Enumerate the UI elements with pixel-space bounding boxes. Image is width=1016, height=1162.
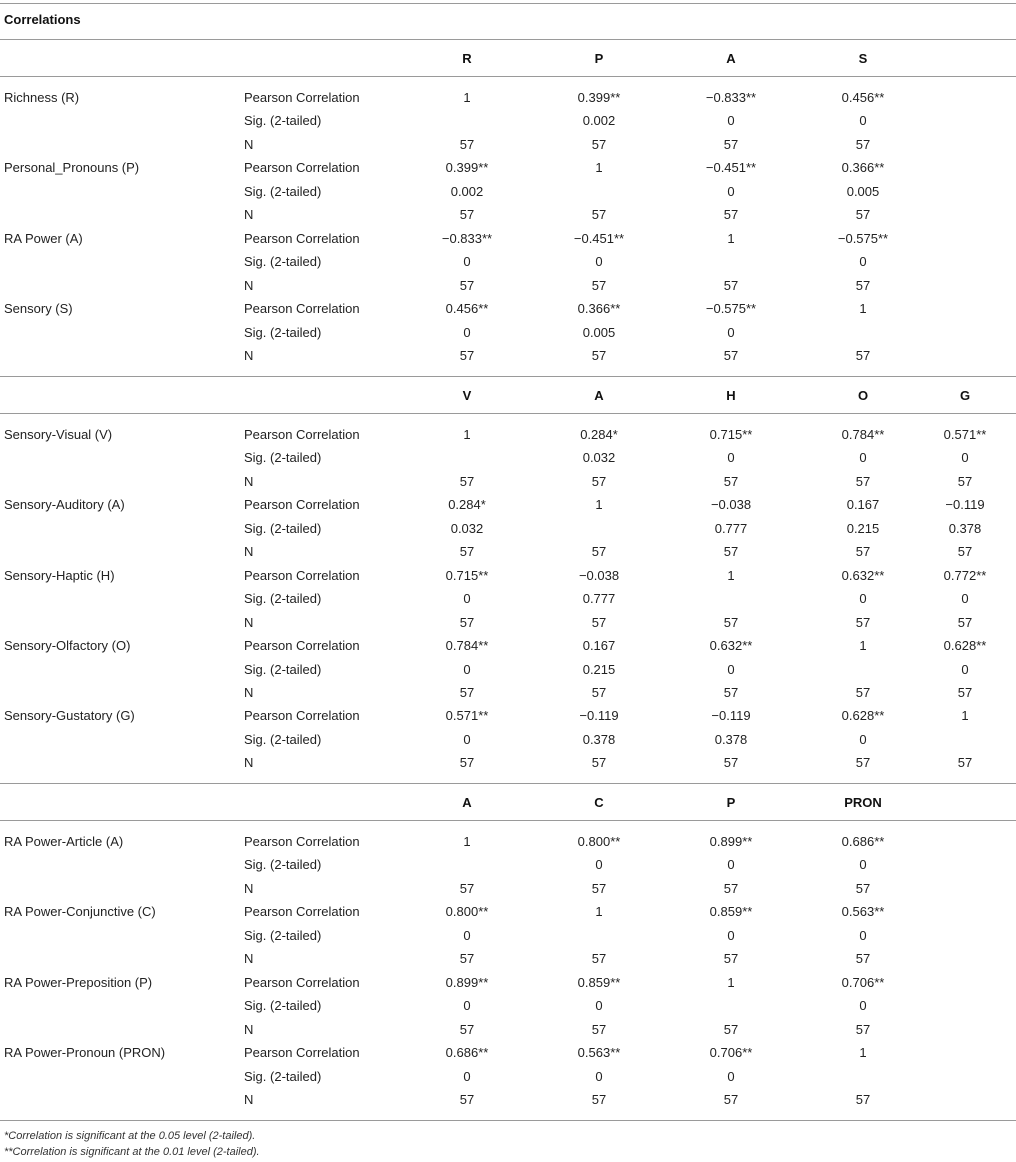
value-cell: 0.628** <box>841 708 885 724</box>
value-cell: 0.686** <box>841 834 885 849</box>
value-cell: 0 <box>859 857 867 873</box>
value-cell: −0.038 <box>578 567 620 583</box>
value-cell: 57 <box>591 684 607 700</box>
value-cell: 0 <box>463 254 471 270</box>
value-cell: 57 <box>723 755 739 771</box>
value-cell: 57 <box>957 614 973 630</box>
value-cell: 0.563** <box>577 1045 621 1061</box>
table-row <box>0 704 1016 727</box>
value-cell: 0.800** <box>445 904 489 920</box>
value-cell: 0 <box>859 450 867 466</box>
statistic-label: N <box>244 684 254 700</box>
column-header: A <box>726 51 736 66</box>
statistic-label: Pearson Correlation <box>244 1045 360 1061</box>
column-header: V <box>462 388 472 403</box>
value-cell: 1 <box>859 638 867 654</box>
value-cell: 0.899** <box>709 834 753 849</box>
column-header: G <box>959 388 971 403</box>
variable-label: RA Power-Preposition (P) <box>4 974 153 990</box>
variable-label: RA Power-Pronoun (PRON) <box>4 1045 166 1061</box>
table-row <box>0 924 1016 947</box>
value-cell: 57 <box>855 277 871 293</box>
footnote-double-star: **Correlation is significant at the 0.01 level (2-tailed). <box>4 1146 260 1158</box>
table-row <box>0 517 1016 540</box>
value-cell: 1 <box>859 1045 867 1061</box>
value-cell: 57 <box>723 684 739 700</box>
table-row <box>0 227 1016 250</box>
statistic-label: N <box>244 277 254 293</box>
statistic-label: Pearson Correlation <box>244 90 360 105</box>
value-cell: 0 <box>859 927 867 943</box>
value-cell: 57 <box>591 1091 607 1107</box>
value-cell: 0 <box>727 661 735 677</box>
value-cell: 57 <box>723 544 739 560</box>
value-cell: 57 <box>855 347 871 363</box>
value-cell: 1 <box>961 708 969 724</box>
table-row <box>0 156 1016 179</box>
column-header: S <box>858 51 868 66</box>
value-cell: 57 <box>591 136 607 152</box>
value-cell: 1 <box>727 974 735 990</box>
table-row <box>0 180 1016 203</box>
value-cell: 0 <box>463 1068 471 1084</box>
table-row <box>0 947 1016 970</box>
statistic-label: N <box>244 544 254 560</box>
value-cell: 0.899** <box>445 974 489 990</box>
statistic-label: Pearson Correlation <box>244 904 360 920</box>
value-cell: 57 <box>957 473 973 489</box>
value-cell: 57 <box>591 880 607 896</box>
value-cell: 0.456** <box>445 301 489 317</box>
value-cell: 0 <box>727 113 735 129</box>
table-row <box>0 658 1016 681</box>
value-cell: 57 <box>591 473 607 489</box>
value-cell: 57 <box>459 684 475 700</box>
section-rule <box>0 376 1016 377</box>
value-cell: 57 <box>855 207 871 223</box>
value-cell: 0.563** <box>841 904 885 920</box>
column-header: R <box>462 51 472 66</box>
statistic-label: N <box>244 755 254 771</box>
table-row <box>0 423 1016 446</box>
statistic-label: Sig. (2-tailed) <box>244 857 322 873</box>
value-cell: 57 <box>723 951 739 967</box>
value-cell: 57 <box>459 1021 475 1037</box>
value-cell: 0.002 <box>450 183 484 199</box>
value-cell: −0.119 <box>711 708 751 724</box>
value-cell: 57 <box>591 544 607 560</box>
value-cell: 57 <box>591 207 607 223</box>
value-cell: −0.833** <box>705 90 757 105</box>
value-cell: 57 <box>459 347 475 363</box>
statistic-label: Sig. (2-tailed) <box>244 731 322 747</box>
statistic-label: Pearson Correlation <box>244 427 360 442</box>
value-cell: −0.833** <box>441 230 493 246</box>
value-cell: 0 <box>727 857 735 873</box>
table-row <box>0 728 1016 751</box>
value-cell: 57 <box>459 277 475 293</box>
value-cell: 0.859** <box>577 974 621 990</box>
table-row <box>0 493 1016 516</box>
value-cell: 57 <box>591 1021 607 1037</box>
value-cell: 57 <box>459 880 475 896</box>
value-cell: 57 <box>855 880 871 896</box>
header-row <box>0 47 1016 70</box>
statistic-label: Pearson Correlation <box>244 567 360 583</box>
value-cell: −0.119 <box>945 497 985 513</box>
value-cell: 0.215 <box>846 520 880 536</box>
table-row <box>0 321 1016 344</box>
column-header: C <box>594 795 604 810</box>
header-row <box>0 384 1016 407</box>
statistic-label: Pearson Correlation <box>244 974 360 990</box>
value-cell: 0.715** <box>709 427 753 442</box>
statistic-label: Sig. (2-tailed) <box>244 1068 322 1084</box>
value-cell: 1 <box>859 301 867 317</box>
value-cell: 0.571** <box>943 427 987 442</box>
value-cell: 1 <box>463 90 471 105</box>
statistic-label: Pearson Correlation <box>244 160 360 176</box>
value-cell: −0.575** <box>837 230 889 246</box>
statistic-label: N <box>244 347 254 363</box>
value-cell: 1 <box>595 160 603 176</box>
value-cell: 0.167 <box>582 638 616 654</box>
value-cell: 57 <box>459 755 475 771</box>
header-rule <box>0 413 1016 414</box>
value-cell: 0 <box>595 857 603 873</box>
value-cell: 0 <box>727 1068 735 1084</box>
bottom-rule <box>0 1120 1016 1121</box>
value-cell: 57 <box>723 207 739 223</box>
value-cell: 0.784** <box>445 638 489 654</box>
value-cell: −0.451** <box>705 160 757 176</box>
value-cell: −0.575** <box>705 301 757 317</box>
value-cell: 0.571** <box>445 708 489 724</box>
table-row <box>0 274 1016 297</box>
value-cell: 0 <box>463 661 471 677</box>
statistic-label: Sig. (2-tailed) <box>244 998 322 1014</box>
value-cell: 0 <box>463 324 471 340</box>
variable-label: Sensory-Olfactory (O) <box>4 638 131 654</box>
header-rule <box>0 76 1016 77</box>
table-row <box>0 1041 1016 1064</box>
variable-label: Sensory-Auditory (A) <box>4 497 125 513</box>
value-cell: 0.005 <box>846 183 880 199</box>
statistic-label: N <box>244 951 254 967</box>
value-cell: 57 <box>855 136 871 152</box>
value-cell: 1 <box>595 497 603 513</box>
value-cell: 57 <box>459 544 475 560</box>
value-cell: 57 <box>957 544 973 560</box>
table-row <box>0 634 1016 657</box>
variable-label: Sensory-Gustatory (G) <box>4 708 135 724</box>
value-cell: 57 <box>459 951 475 967</box>
value-cell: 0.366** <box>841 160 885 176</box>
value-cell: 57 <box>459 473 475 489</box>
section-rule <box>0 39 1016 40</box>
statistic-label: Pearson Correlation <box>244 638 360 654</box>
statistic-label: Pearson Correlation <box>244 834 360 849</box>
value-cell: 0.632** <box>709 638 753 654</box>
value-cell: 0.800** <box>577 834 621 849</box>
header-row <box>0 791 1016 814</box>
value-cell: 57 <box>855 614 871 630</box>
column-header: A <box>462 795 472 810</box>
statistic-label: N <box>244 473 254 489</box>
table-row <box>0 994 1016 1017</box>
value-cell: 57 <box>723 880 739 896</box>
value-cell: 0.284* <box>448 497 486 513</box>
table-row <box>0 830 1016 853</box>
table-row <box>0 1088 1016 1111</box>
value-cell: 57 <box>591 755 607 771</box>
table-row <box>0 1018 1016 1041</box>
value-cell: 0.772** <box>943 567 987 583</box>
value-cell: 0.032 <box>582 450 616 466</box>
statistic-label: Sig. (2-tailed) <box>244 450 322 466</box>
value-cell: 0 <box>463 927 471 943</box>
statistic-label: N <box>244 136 254 152</box>
statistic-label: Pearson Correlation <box>244 708 360 724</box>
table-row <box>0 877 1016 900</box>
table-row <box>0 611 1016 634</box>
value-cell: 0.002 <box>582 113 616 129</box>
variable-label: Sensory (S) <box>4 301 73 317</box>
variable-label: Richness (R) <box>4 90 80 105</box>
value-cell: 0 <box>859 731 867 747</box>
value-cell: 1 <box>727 567 735 583</box>
value-cell: 57 <box>591 277 607 293</box>
value-cell: 57 <box>723 473 739 489</box>
value-cell: 0 <box>727 183 735 199</box>
statistic-label: N <box>244 614 254 630</box>
statistic-label: Pearson Correlation <box>244 497 360 513</box>
table-row <box>0 900 1016 923</box>
statistic-label: Pearson Correlation <box>244 230 360 246</box>
variable-label: Sensory-Visual (V) <box>4 427 113 442</box>
section-rule <box>0 783 1016 784</box>
value-cell: 57 <box>957 755 973 771</box>
value-cell: 0.777 <box>582 591 616 607</box>
value-cell: 1 <box>595 904 603 920</box>
value-cell: 0.456** <box>841 90 885 105</box>
column-header: PRON <box>844 795 882 810</box>
value-cell: 57 <box>855 1021 871 1037</box>
value-cell: 0 <box>961 591 969 607</box>
value-cell: 0 <box>463 731 471 747</box>
value-cell: 57 <box>957 684 973 700</box>
value-cell: 0.706** <box>709 1045 753 1061</box>
value-cell: 0 <box>595 1068 603 1084</box>
value-cell: 57 <box>723 277 739 293</box>
table-row <box>0 133 1016 156</box>
value-cell: 57 <box>855 951 871 967</box>
value-cell: 57 <box>591 951 607 967</box>
value-cell: 0.632** <box>841 567 885 583</box>
value-cell: 0.706** <box>841 974 885 990</box>
value-cell: 0 <box>859 998 867 1014</box>
value-cell: 0 <box>961 450 969 466</box>
value-cell: 57 <box>723 1021 739 1037</box>
value-cell: 0.777 <box>714 520 748 536</box>
value-cell: 57 <box>459 614 475 630</box>
statistic-label: Sig. (2-tailed) <box>244 113 322 129</box>
column-header: H <box>726 388 736 403</box>
table-row <box>0 86 1016 109</box>
value-cell: 57 <box>459 136 475 152</box>
table-row <box>0 564 1016 587</box>
column-header: P <box>594 51 604 66</box>
column-header: A <box>594 388 604 403</box>
value-cell: 0 <box>595 998 603 1014</box>
value-cell: 0.032 <box>450 520 484 536</box>
value-cell: 57 <box>459 207 475 223</box>
table-row <box>0 1065 1016 1088</box>
statistic-label: N <box>244 1091 254 1107</box>
statistic-label: Sig. (2-tailed) <box>244 591 322 607</box>
statistic-label: Sig. (2-tailed) <box>244 324 322 340</box>
value-cell: 0.628** <box>943 638 987 654</box>
value-cell: 0 <box>463 998 471 1014</box>
footnote-single-star: *Correlation is significant at the 0.05 level (2-tailed). <box>4 1130 256 1142</box>
variable-label: Sensory-Haptic (H) <box>4 567 115 583</box>
table-row <box>0 297 1016 320</box>
value-cell: 57 <box>723 347 739 363</box>
column-header: O <box>857 388 869 403</box>
value-cell: 57 <box>723 136 739 152</box>
table-row <box>0 446 1016 469</box>
value-cell: 0.784** <box>841 427 885 442</box>
value-cell: −0.451** <box>573 230 625 246</box>
value-cell: 0.859** <box>709 904 753 920</box>
table-title: Correlations <box>4 12 81 27</box>
variable-label: Personal_Pronouns (P) <box>4 160 140 176</box>
value-cell: 57 <box>855 473 871 489</box>
table-row <box>0 470 1016 493</box>
value-cell: 0.378 <box>948 520 982 536</box>
value-cell: 0 <box>727 927 735 943</box>
value-cell: 0.686** <box>445 1045 489 1061</box>
value-cell: 57 <box>723 1091 739 1107</box>
value-cell: 0.399** <box>577 90 621 105</box>
value-cell: 0 <box>727 450 735 466</box>
value-cell: 57 <box>855 684 871 700</box>
value-cell: 0.215 <box>582 661 616 677</box>
value-cell: 57 <box>459 1091 475 1107</box>
statistic-label: Sig. (2-tailed) <box>244 183 322 199</box>
statistic-label: Pearson Correlation <box>244 301 360 317</box>
value-cell: 1 <box>463 834 471 849</box>
value-cell: −0.119 <box>579 708 619 724</box>
variable-label: RA Power-Article (A) <box>4 834 124 849</box>
value-cell: 0.284* <box>580 427 618 442</box>
table-row <box>0 971 1016 994</box>
statistic-label: Sig. (2-tailed) <box>244 254 322 270</box>
statistic-label: Sig. (2-tailed) <box>244 661 322 677</box>
statistic-label: N <box>244 207 254 223</box>
value-cell: 0 <box>727 324 735 340</box>
header-rule <box>0 820 1016 821</box>
table-row <box>0 203 1016 226</box>
table-row <box>0 109 1016 132</box>
value-cell: 0.378 <box>714 731 748 747</box>
value-cell: 0.005 <box>582 324 616 340</box>
value-cell: 57 <box>855 1091 871 1107</box>
value-cell: 0.366** <box>577 301 621 317</box>
value-cell: 0 <box>595 254 603 270</box>
statistic-label: Sig. (2-tailed) <box>244 927 322 943</box>
table-row <box>0 540 1016 563</box>
value-cell: 57 <box>591 347 607 363</box>
value-cell: 0.378 <box>582 731 616 747</box>
value-cell: 57 <box>855 544 871 560</box>
value-cell: 0.399** <box>445 160 489 176</box>
table-row <box>0 250 1016 273</box>
value-cell: 0 <box>463 591 471 607</box>
value-cell: 0.167 <box>846 497 880 513</box>
table-row <box>0 853 1016 876</box>
variable-label: RA Power-Conjunctive (C) <box>4 904 156 920</box>
value-cell: 57 <box>855 755 871 771</box>
statistic-label: Sig. (2-tailed) <box>244 520 322 536</box>
value-cell: 0 <box>859 113 867 129</box>
value-cell: 57 <box>591 614 607 630</box>
value-cell: −0.038 <box>710 497 752 513</box>
statistic-label: N <box>244 880 254 896</box>
table-row <box>0 344 1016 367</box>
table-row <box>0 681 1016 704</box>
value-cell: 0 <box>961 661 969 677</box>
table-row <box>0 751 1016 774</box>
value-cell: 0 <box>859 591 867 607</box>
value-cell: 1 <box>727 230 735 246</box>
variable-label: RA Power (A) <box>4 230 83 246</box>
value-cell: 0 <box>859 254 867 270</box>
column-header: P <box>726 795 736 810</box>
value-cell: 57 <box>723 614 739 630</box>
table-row <box>0 587 1016 610</box>
statistic-label: N <box>244 1021 254 1037</box>
value-cell: 1 <box>463 427 471 442</box>
value-cell: 0.715** <box>445 567 489 583</box>
